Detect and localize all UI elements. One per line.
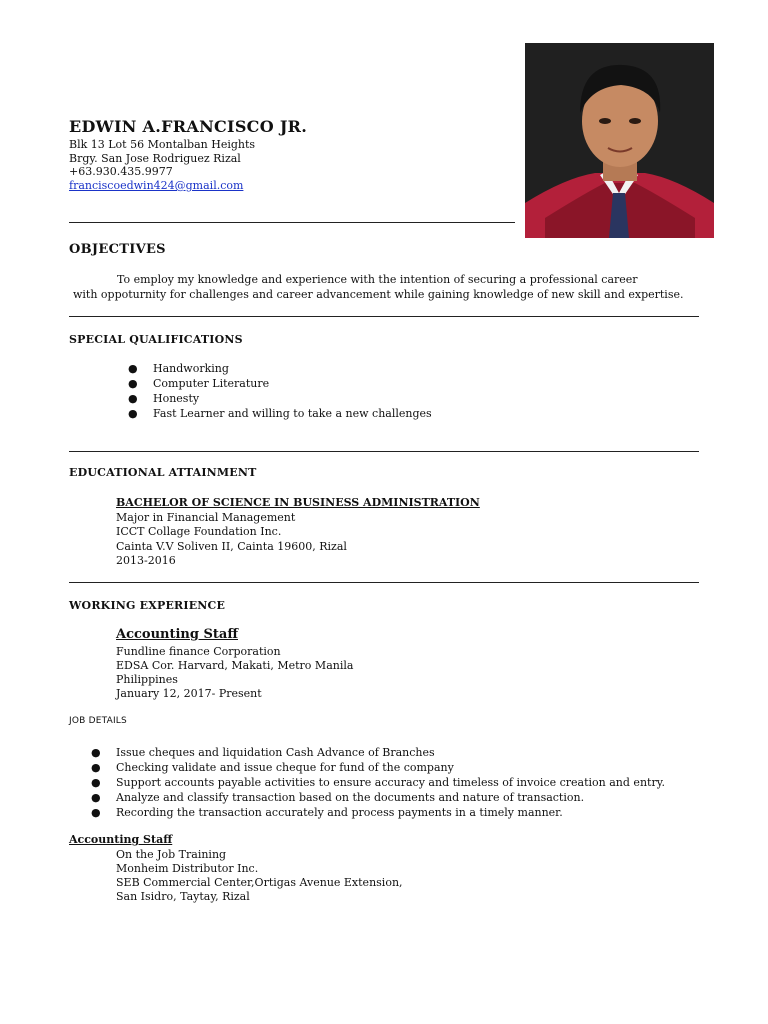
address-line-2: Brgy. San Jose Rodriguez Rizal: [69, 152, 241, 165]
bullet-icon: ●: [91, 746, 101, 759]
education-divider: [69, 582, 699, 583]
job1-country: Philippines: [116, 673, 178, 686]
job2-type: On the Job Training: [116, 848, 227, 861]
phone-number: +63.930.435.9977: [69, 165, 173, 178]
qualifications-heading: SPECIAL QUALIFICATIONS: [69, 333, 243, 346]
bullet-icon: ●: [91, 806, 101, 819]
bullet-icon: ●: [128, 407, 138, 420]
objectives-line-1: To employ my knowledge and experience with the intention of securing a professional career: [117, 273, 638, 286]
applicant-name: EDWIN A.FRANCISCO JR.: [69, 117, 308, 136]
job2-company: Monheim Distributor Inc.: [116, 862, 259, 875]
degree-major: Major in Financial Management: [116, 511, 296, 524]
job1-company: Fundline finance Corporation: [116, 645, 281, 658]
school-address: Cainta V.V Soliven II, Cainta 19600, Rizal: [116, 540, 347, 553]
job2-address: SEB Commercial Center,Ortigas Avenue Extension,: [116, 876, 403, 889]
bullet-icon: ●: [128, 362, 138, 375]
job1-dates: January 12, 2017- Present: [116, 687, 262, 700]
school-name: ICCT Collage Foundation Inc.: [116, 525, 282, 538]
bullet-icon: ●: [91, 791, 101, 804]
bullet-icon: ●: [128, 377, 138, 390]
experience-heading: WORKING EXPERIENCE: [69, 599, 226, 612]
education-years: 2013-2016: [116, 554, 176, 567]
bullet-icon: ●: [128, 392, 138, 405]
objectives-divider: [69, 316, 699, 317]
degree-title: BACHELOR OF SCIENCE IN BUSINESS ADMINISTRATION: [116, 496, 480, 509]
email-link[interactable]: franciscoedwin424@gmail.com: [69, 179, 244, 192]
profile-photo: [525, 43, 714, 238]
address-line-1: Blk 13 Lot 56 Montalban Heights: [69, 138, 256, 151]
objectives-line-2: with oppoturnity for challenges and career advancement while gaining knowledge of new skill and expertise.: [73, 288, 684, 301]
objectives-heading: OBJECTIVES: [69, 242, 166, 257]
qualifications-divider: [69, 451, 699, 452]
education-heading: EDUCATIONAL ATTAINMENT: [69, 466, 257, 479]
job2-title: Accounting Staff: [69, 833, 173, 846]
header-divider: [69, 222, 515, 223]
job1-address: EDSA Cor. Harvard, Makati, Metro Manila: [116, 659, 354, 672]
job2-city: San Isidro, Taytay, Rizal: [116, 890, 250, 903]
bullet-icon: ●: [91, 776, 101, 789]
bullet-icon: ●: [91, 761, 101, 774]
job1-title: Accounting Staff: [116, 627, 238, 642]
job-details-label: JOB DETAILS: [69, 716, 127, 726]
